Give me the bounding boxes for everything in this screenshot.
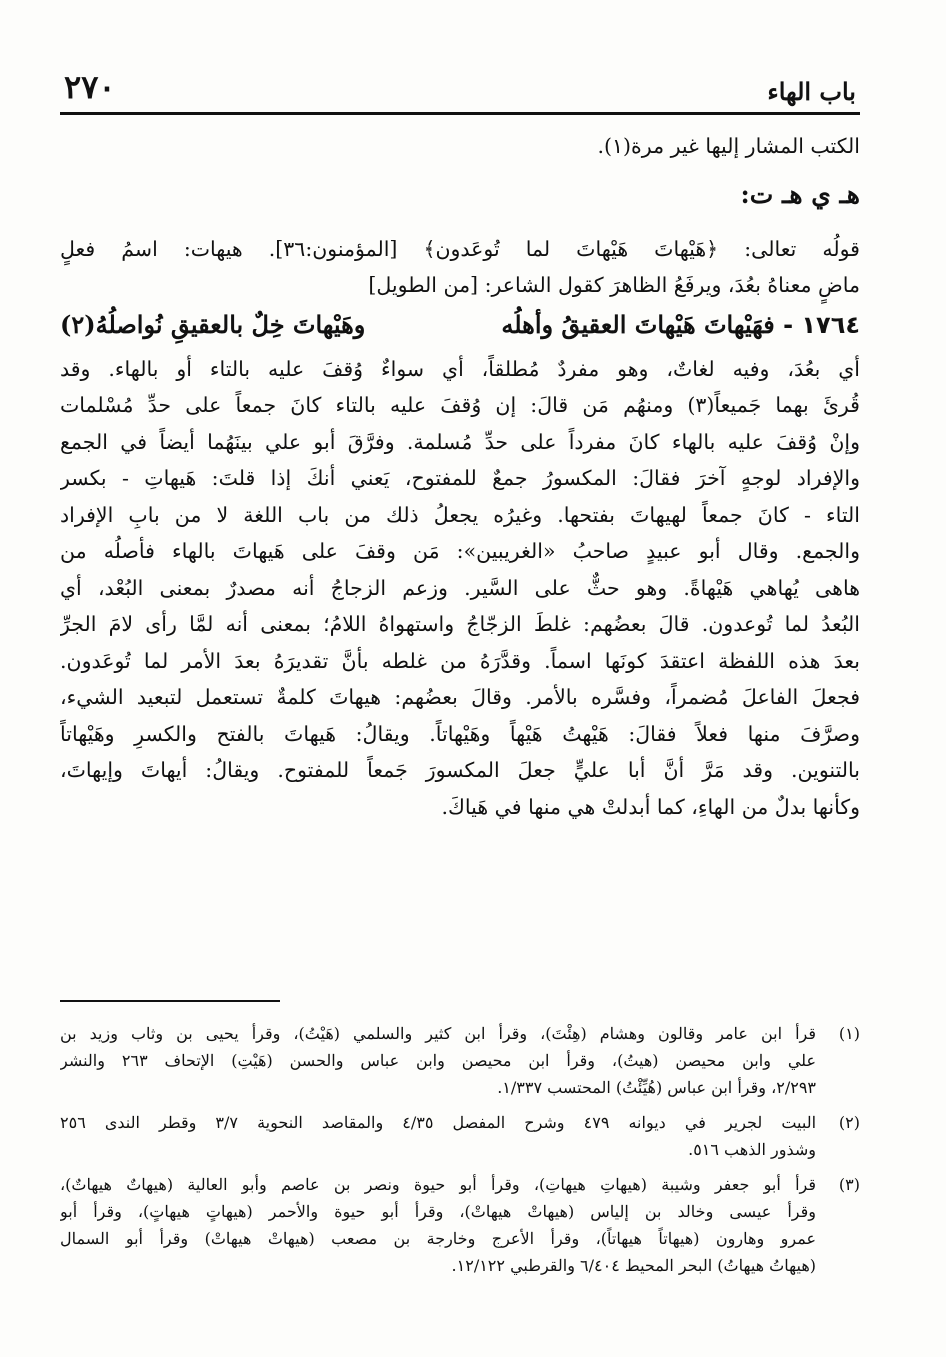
text-line: وصرَّفَ منها فعلاً فقالَ: هَيْهتُ هَيْهاً وهَيْهاتاً. ويقالُ: هَيهاتَ بالفتح والكسرِ وهَيْهاتاً [60, 721, 860, 746]
text-line: هاهى يُهاهي هَيْهاةً. وهو حثٌّ على السَّير. وزعم الزجاجُ أنه مصدرٌ بمعنى البُعْد، أي [60, 575, 860, 600]
footnote-line: عمرو وهارون (هيهاتاً هيهاتاً)، وقرأ الأعرج وخارجة بن مصعب (هيهاتْ هيهاتْ) وقرأ أبو السمال [60, 1229, 816, 1248]
verse-hemistich-1: فهَيْهاتَ هَيْهاتَ العقيقُ وأهلُه [501, 309, 775, 339]
text-line: بعدَ هذه اللفظة اعتقدَ كونَها اسماً. وقدَّرَهُ من غلطه بأنَّ تقديرَهُ بعدَ الأمر لما تُوعَدون. [60, 648, 860, 673]
footnote-line: (هيهاتُ هيهاتُ) البحر المحيط ٦/٤٠٤ والقرطبي ١٢/١٢٢. [451, 1256, 816, 1275]
text-line: والجمع. وقال أبو عبيدٍ صاحبُ «الغريبين»: مَن وقفَ على هَيهاتَ بالهاء فأصلُه من [60, 539, 860, 563]
text-line: التاء - كانَ جمعاً لهيهاتَ بفتحها. وغيرُه يجعلُ ذلك من باب اللغة لا من بابِ الإفراد [60, 502, 860, 527]
text-line: فجعلَ الفاعلَ مُضمراً، وفسَّره بالأمر. وقالَ بعضُهم: هيهاتَ كلمةٌ تستعمل لتبعيد الشيء، [60, 685, 860, 709]
book-page [60, 40, 860, 1330]
paragraph-2 [60, 351, 860, 826]
footnote-line: البيت لجرير في ديوانه ٤٧٩ وشرح المفصل ٤/٣٥ والمقاصد النحوية ٣/٧ وقطر الندى ٢٥٦ [60, 1113, 816, 1132]
poetry-verse [60, 310, 860, 339]
text-line: ماضٍ معناهُ بعُدَ، ويرفَعُ الظاهرَ كقول الشاعر: [من الطويل] [368, 273, 860, 297]
root-heading: هـ ي هـ ت: [740, 179, 860, 209]
footnote-number: (٣) [838, 1175, 860, 1194]
footnote-number: (١) [838, 1024, 860, 1043]
text-line: قولُه تعالى: ﴿هَيْهاتَ هَيْهاتَ لما تُوعَدون﴾ [المؤمنون:٣٦]. هيهات: اسمُ فعلٍ [60, 236, 860, 261]
footnotes [60, 1020, 860, 1287]
text-line: أي بعُدَ، وفيه لغاتٌ، وهو مفردٌ مُطلقاً، أي سواءٌ وُقفَ عليه بالتاء أو بالهاء. وقد [60, 356, 860, 381]
footnote-line: علي وابن محيصن (هيتُ)، وقرأ ابن محيصن وابن عباس والحسن (هَيْتِ) الإتحاف ٢٦٣ والنشر [60, 1051, 816, 1070]
footnote-1 [60, 1020, 860, 1101]
chapter-title: باب الهاء [767, 77, 856, 106]
text-line: البُعدُ لما تُوعدون. قالَ بعضُهم: غلطَ الزجّاجُ واستهواهُ اللامُ؛ بمعنى أنه لمَّا رأى لامَ الجرِّ [60, 612, 860, 636]
page-header [60, 54, 860, 115]
text-line: وإنْ وُقفَ عليه بالهاء كانَ مفرداً على حدِّ مُسلمة. وفرَّقَ أبو علي بينَهُما أيضاً في الجمع [60, 429, 860, 454]
footnote-line: قرأ أبو جعفر وشيبة (هيهاتِ هيهاتِ)، وقرأ أبو حيوة ونصر بن عاصم وأبو العالية (هيهاتٌ هيهاتٌ)، [60, 1175, 816, 1194]
page-number: ٢٧٠ [64, 68, 116, 106]
verse-hemistich-first [501, 310, 860, 339]
footnote-3 [60, 1171, 860, 1279]
footnote-divider [60, 1000, 280, 1002]
main-text [60, 128, 860, 825]
text-line: والإفراد لوجهٍ آخرَ فقالَ: المكسورُ جمعٌ للمفتوح، يَعني أنكَ إذا قلتَ: هَيهاتِ - بكسر [60, 466, 860, 490]
intro-line: الكتب المشار إليها غير مرة(١). [597, 134, 860, 158]
footnote-number: (٢) [838, 1113, 860, 1132]
text-line: وكأنها بدلٌ من الهاءِ، كما أبدلتْ هي منها في هَياكَ. [441, 794, 860, 819]
text-line: بالتنوين. وقد مَرَّ أنَّ أبا عليٍّ جعلَ المكسورَ جَمعاً للمفتوح. ويقالُ: أيهاتَ وإيهاتَ، [60, 758, 860, 782]
footnote-line: ٢/٢٩٣، وقرأ ابن عباس (هُيِّئْتُ) المحتسب ١/٣٣٧. [497, 1078, 816, 1097]
footnote-2 [60, 1109, 860, 1163]
verse-number: ١٧٦٤ - [783, 310, 860, 339]
paragraph-1 [60, 231, 860, 304]
text-line: قُرئَ بهما جَميعاً(٣) ومنهُم مَن قالَ: إن وُقفَ عليه بالتاء كانَ جمعاً على حدِّ مُسْلمات [60, 393, 860, 417]
footnote-line: وشذور الذهب ٥١٦. [688, 1140, 816, 1159]
footnote-line: قرأ ابن عامر وقالون وهشام (هِئْتَ)، وقرأ ابن كثير والسلمي (هَيْتُ)، وقرأ يحيى بن وثاب وزيد بن [60, 1024, 816, 1043]
verse-hemistich-2: وهَيْهاتَ خِلٌ بالعقيقِ نُواصلُهُ(٢) [60, 309, 366, 339]
footnote-line: وقرأ عيسى وخالد بن إلياس (هيهاتْ هيهاتْ)، وقرأ أبو حيوة والأحمر (هيهاتٍ هيهاتٍ)، وقرأ أبو [60, 1202, 816, 1221]
